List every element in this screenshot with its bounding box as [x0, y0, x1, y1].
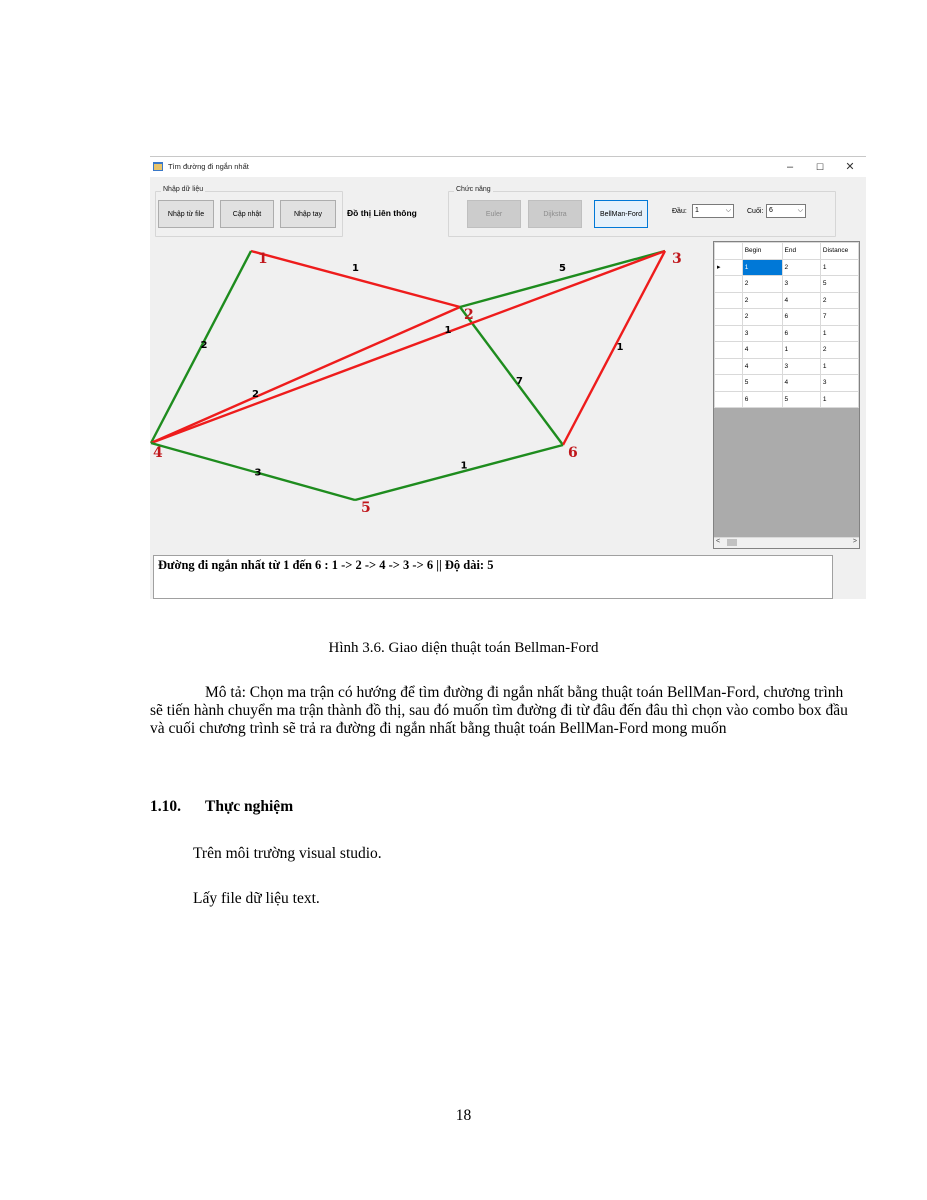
table-row[interactable] [715, 325, 859, 342]
col-header-distance[interactable]: Distance [820, 243, 858, 260]
update-button[interactable]: Cập nhật [220, 200, 274, 228]
node-label-5: 5 [361, 500, 371, 516]
row-header[interactable] [715, 292, 743, 309]
chevron-down-icon: ⌵ [725, 207, 731, 214]
edge-weight-label: 3 [254, 467, 262, 479]
row-header[interactable] [715, 375, 743, 392]
cell-begin[interactable]: 1 [742, 259, 782, 276]
node-label-3: 3 [672, 251, 682, 267]
row-header[interactable] [715, 309, 743, 326]
cell-begin[interactable]: 5 [742, 375, 782, 392]
node-label-4: 4 [153, 445, 163, 461]
page-number: 18 [455, 1107, 472, 1124]
scroll-right-icon[interactable]: > [852, 538, 857, 545]
cell-distance[interactable]: 2 [820, 292, 858, 309]
cell-distance[interactable]: 7 [820, 309, 858, 326]
table-row[interactable] [715, 391, 859, 408]
edge-weight-label: 5 [559, 263, 566, 274]
node-label-2: 2 [464, 307, 474, 323]
graph-edge-2-4 [151, 307, 460, 443]
scroll-thumb[interactable] [727, 539, 737, 546]
row-header[interactable] [715, 358, 743, 375]
table-row[interactable] [715, 292, 859, 309]
graph-status-label: Đồ thị Liên thông [347, 208, 417, 218]
end-label: Cuối: [747, 208, 764, 215]
table-row[interactable] [715, 358, 859, 375]
cell-distance[interactable]: 5 [820, 276, 858, 293]
maximize-button[interactable]: ☐ [815, 162, 825, 172]
cell-distance[interactable]: 2 [820, 342, 858, 359]
cell-begin[interactable]: 2 [742, 292, 782, 309]
edge-weight-label: 7 [516, 376, 523, 387]
edge-weight-label: 2 [252, 389, 259, 400]
graph-edge-6-5 [355, 445, 563, 500]
cell-begin[interactable]: 2 [742, 276, 782, 293]
row-header[interactable] [715, 391, 743, 408]
row-header[interactable] [715, 342, 743, 359]
cell-end[interactable]: 3 [782, 276, 820, 293]
table-row[interactable] [715, 342, 859, 359]
input-group-label: Nhập dữ liệu [163, 186, 204, 193]
window-title: Tìm đường đi ngắn nhất [168, 162, 249, 171]
cell-distance[interactable]: 1 [820, 325, 858, 342]
table-row[interactable] [715, 375, 859, 392]
cell-begin[interactable]: 6 [742, 391, 782, 408]
figure-caption: Hình 3.6. Giao diện thuật toán Bellman-Ford [328, 640, 599, 656]
graph-edge-3-6 [563, 251, 665, 445]
edge-weight-label: 2 [200, 340, 208, 351]
edge-weight-label: 1 [352, 263, 359, 274]
end-value: 6 [769, 207, 773, 214]
start-label: Đầu: [672, 208, 687, 215]
cell-end[interactable]: 3 [782, 358, 820, 375]
row-header[interactable] [715, 276, 743, 293]
graph-edge-2-6 [460, 307, 563, 445]
cell-end[interactable]: 4 [782, 292, 820, 309]
cell-end[interactable]: 6 [782, 309, 820, 326]
table-row[interactable] [715, 259, 859, 276]
cell-end[interactable]: 6 [782, 325, 820, 342]
grid-corner [715, 243, 743, 260]
row-header[interactable]: ▸ [715, 259, 743, 276]
graph-canvas [150, 157, 710, 555]
manual-input-button[interactable]: Nhập tay [280, 200, 336, 228]
cell-begin[interactable]: 2 [742, 309, 782, 326]
cell-begin[interactable]: 3 [742, 325, 782, 342]
description-text: Mô tả: Chọn ma trận có hướng để tìm đường đi ngắn nhất bằng thuật toán BellMan-Ford, chương trình sẽ tiến hành chuyển ma trận thành đồ thị, sau đó muốn tìm đường đi từ đâu đến đâu thì chọn vào combo box đầu và cuối chương trình sẽ trả ra đường đi ngắn nhất bằng thuật toán BellMan-Ford mong muốn [150, 684, 848, 737]
start-value: 1 [695, 207, 699, 214]
cell-end[interactable]: 5 [782, 391, 820, 408]
cell-distance[interactable]: 1 [820, 259, 858, 276]
cell-distance[interactable]: 3 [820, 375, 858, 392]
section-number: 1.10. [150, 798, 181, 815]
dijkstra-button[interactable]: Dijkstra [528, 200, 582, 228]
edge-weight-label: 1 [460, 460, 468, 472]
body-line-2: Lấy file dữ liệu text. [193, 890, 320, 907]
minimize-button[interactable]: – [786, 161, 794, 173]
cell-begin[interactable]: 4 [742, 342, 782, 359]
body-line-1: Trên môi trường visual studio. [193, 845, 382, 862]
edge-grid[interactable] [713, 241, 860, 549]
app-screenshot [150, 156, 866, 599]
row-header[interactable] [715, 325, 743, 342]
edge-weight-label: 1 [616, 342, 624, 353]
scroll-left-icon[interactable]: < [716, 538, 721, 545]
cell-end[interactable]: 2 [782, 259, 820, 276]
bellman-ford-button[interactable]: BellMan-Ford [594, 200, 648, 228]
edge-table [714, 242, 859, 408]
cell-distance[interactable]: 1 [820, 358, 858, 375]
end-combobox[interactable] [766, 204, 806, 218]
close-button[interactable]: ✕ [845, 161, 855, 173]
graph-edge-5-4 [151, 443, 355, 500]
col-header-begin[interactable]: Begin [742, 243, 782, 260]
cell-end[interactable]: 4 [782, 375, 820, 392]
grid-header-row [715, 243, 859, 260]
section-title: Thực nghiệm [205, 798, 294, 815]
cell-distance[interactable]: 1 [820, 391, 858, 408]
cell-end[interactable]: 1 [782, 342, 820, 359]
description-paragraph [150, 684, 850, 738]
col-header-end[interactable]: End [782, 243, 820, 260]
graph-edge-1-2 [251, 251, 460, 307]
chevron-down-icon: ⌵ [797, 207, 803, 214]
node-label-1: 1 [258, 251, 268, 267]
graph-edge-2-3 [460, 251, 665, 307]
node-label-6: 6 [568, 445, 578, 461]
table-row[interactable] [715, 309, 859, 326]
section-heading [150, 798, 293, 816]
euler-button[interactable]: Euler [467, 200, 521, 228]
result-textbox[interactable]: Đường đi ngắn nhất từ 1 đến 6 : 1 -> 2 -> 4 -> 3 -> 6 || Độ dài: 5 [153, 555, 833, 599]
cell-begin[interactable]: 4 [742, 358, 782, 375]
horizontal-scrollbar[interactable] [714, 537, 859, 548]
graph-edge-4-3 [151, 251, 665, 443]
edge-weight-label: 1 [444, 325, 452, 336]
import-file-button[interactable]: Nhập từ file [158, 200, 214, 228]
table-row[interactable] [715, 276, 859, 293]
function-group-label: Chức năng [456, 186, 491, 193]
